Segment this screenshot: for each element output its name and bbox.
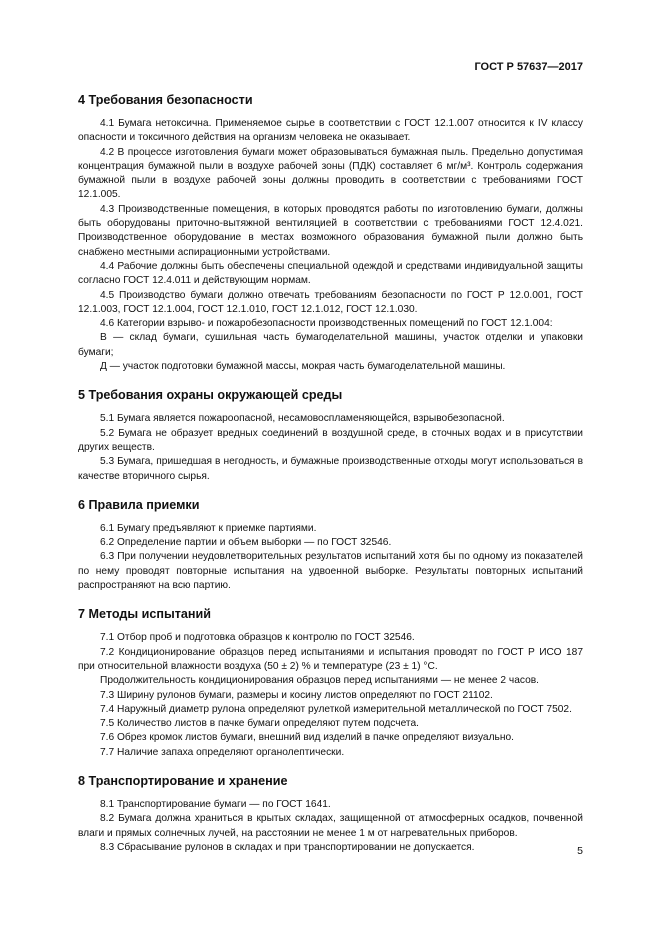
paragraph: 6.1 Бумагу предъявляют к приемке партиями. (100, 522, 317, 534)
paragraph: 5.3 Бумага, пришедшая в негодность, и бумажные производственные отходы могут использоваться в качестве вторичного сырья. (78, 456, 583, 482)
paragraph: 4.2 В процессе изготовления бумаги может образовываться бумажная пыль. Предельно допустимая концентрация бумажной пыли в воздухе рабочей зоны (ПДК) составляет 6 мг/м³. Контроль содержания бумажной пыли в воздухе рабочей зоны должны проводить в соответствии с требованиями ГОСТ 12.1.005. (78, 146, 583, 201)
section-title: 6 Правила приемки (78, 497, 200, 512)
section-acceptance (78, 497, 583, 593)
paragraph: В — склад бумаги, сушильная часть бумагоделательной машины, участок отделки и упаковки бумаги; (78, 332, 583, 358)
paragraph: 7.5 Количество листов в пачке бумаги определяют путем подсчета. (100, 718, 419, 730)
paragraph: Д — участок подготовки бумажной массы, мокрая часть бумагоделательной машины. (100, 361, 506, 373)
paragraph: 4.6 Категории взрыво- и пожаробезопасности производственных помещений по ГОСТ 12.1.004: (100, 318, 553, 330)
paragraph: 4.1 Бумага нетоксична. Применяемое сырье в соответствии с ГОСТ 12.1.007 относится к IV классу опасности и токсичного действия на организм человека не оказывает. (78, 118, 583, 144)
paragraph: 4.3 Производственные помещения, в которых проводятся работы по изготовлению бумаги, должны быть оборудованы приточно-вытяжной вентиляцией в соответствии с требованиями ГОСТ 12.4.021. Производственное оборудование в местах возможного образования бумажной пыли должно быть снабжено местными аспирационными устройствами. (78, 203, 583, 258)
paragraph: 7.2 Кондиционирование образцов перед испытаниями и испытания проводят по ГОСТ Р ИСО 187 при относительной влажности воздуха (50 ± 2) % и температуре (23 ± 1) °С. (78, 646, 583, 672)
section-title: 4 Требования безопасности (78, 93, 253, 107)
paragraph: 7.4 Наружный диаметр рулона определяют рулеткой измерительной металлической по ГОСТ 7502. (100, 703, 572, 715)
section-title: 8 Транспортирование и хранение (78, 773, 288, 788)
paragraph: 5.2 Бумага не образует вредных соединений в воздушной среде, в сточных водах и в присутствии других веществ. (78, 427, 583, 453)
section-environment (78, 387, 583, 483)
section-title: 5 Требования охраны окружающей среды (78, 388, 343, 403)
paragraph: 8.3 Сбрасывание рулонов в складах и при транспортировании не допускается. (100, 841, 475, 853)
section-safety (78, 92, 583, 374)
paragraph: 5.1 Бумага является пожароопасной, несамовоспламеняющейся, взрывобезопасной. (100, 413, 505, 425)
paragraph: 6.3 При получении неудовлетворительных результатов испытаний хотя бы по одному из показателей по нему проводят повторные испытания на удвоенной выборке. Результаты повторных испытаний распространяют на всю партию. (78, 551, 583, 592)
paragraph: 7.7 Наличие запаха определяют органолептически. (100, 746, 345, 758)
paragraph: 4.4 Рабочие должны быть обеспечены специальной одеждой и средствами индивидуальной защиты согласно ГОСТ 12.4.011 и действующим нормам. (78, 260, 583, 287)
section-transport-storage (78, 773, 583, 855)
paragraph: 7.6 Обрез кромок листов бумаги, внешний вид изделий в пачке определяют визуально. (100, 732, 514, 744)
section-title: 7 Методы испытаний (78, 607, 211, 622)
page-number: 5 (577, 845, 583, 857)
paragraph: 4.5 Производство бумаги должно отвечать требованиям безопасности по ГОСТ Р 12.0.001, ГОСТ 12.1.003, ГОСТ 12.1.004, ГОСТ 12.1.010, ГОСТ 12.1.012, ГОСТ 12.1.030. (78, 289, 583, 315)
section-test-methods (78, 606, 583, 760)
paragraph: 8.2 Бумага должна храниться в крытых складах, защищенной от атмосферных осадков, почвенной влаги и прямых солнечных лучей, на расстоянии не менее 1 м от нагревательных приборов. (78, 813, 583, 839)
paragraph: 8.1 Транспортирование бумаги — по ГОСТ 1641. (100, 798, 331, 810)
paragraph: 6.2 Определение партии и объем выборки — по ГОСТ 32546. (100, 537, 392, 549)
paragraph: 7.3 Ширину рулонов бумаги, размеры и косину листов определяют по ГОСТ 21102. (100, 689, 493, 701)
document-body (78, 92, 583, 868)
standard-code: ГОСТ Р 57637—2017 (474, 61, 583, 73)
paragraph: Продолжительность кондиционирования образцов перед испытаниями — не менее 2 часов. (100, 675, 540, 687)
paragraph: 7.1 Отбор проб и подготовка образцов к контролю по ГОСТ 32546. (100, 632, 415, 644)
